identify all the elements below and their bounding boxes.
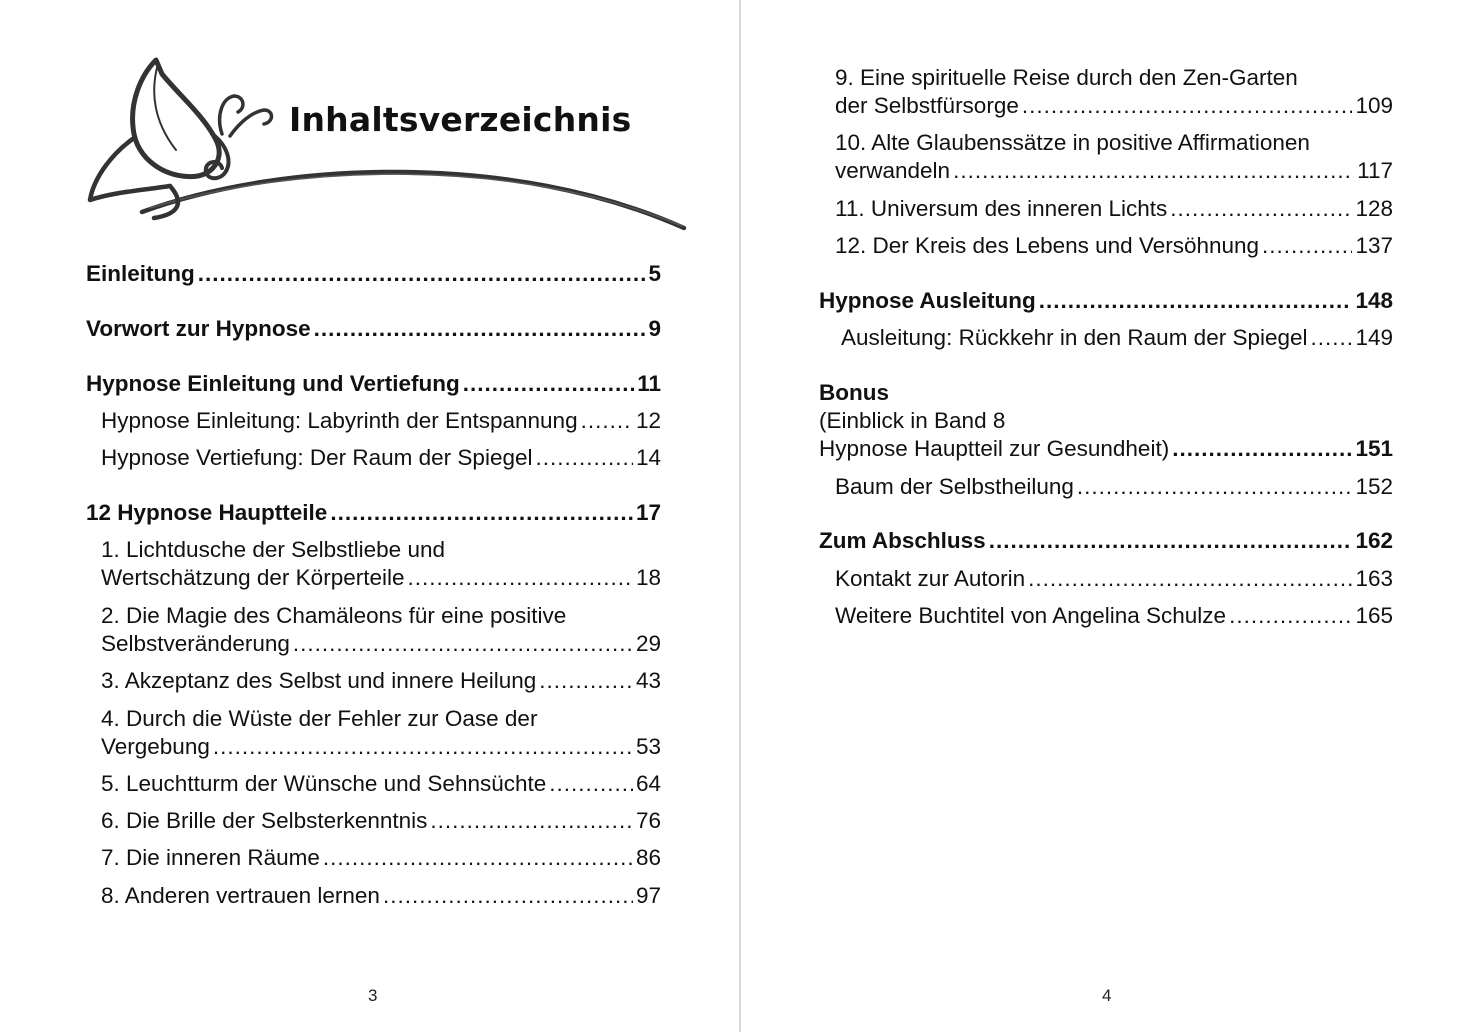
- toc-page-number: 163: [1355, 566, 1393, 591]
- toc-page-number: 17: [635, 500, 661, 525]
- toc-page-number: 128: [1355, 196, 1393, 221]
- toc-entry-title: Ausleitung: Rückkehr in den Raum der Spiegel: [841, 325, 1308, 350]
- toc-entry-abschluss[interactable]: [819, 527, 1393, 555]
- toc-page-number: 137: [1355, 233, 1393, 258]
- toc-entry-5[interactable]: [101, 770, 661, 798]
- toc-leader-dots: [1229, 602, 1352, 630]
- toc-page-number: 9: [648, 316, 661, 341]
- toc-entry-1[interactable]: [101, 564, 661, 592]
- toc-leader-dots: [1170, 195, 1352, 223]
- toc-leader-dots: [383, 882, 633, 910]
- toc-leader-dots: [1022, 92, 1353, 120]
- toc-page-number: 148: [1355, 288, 1393, 313]
- toc-entry-title: 7. Die inneren Räume: [101, 845, 320, 870]
- toc-entry-2-line1: 2. Die Magie des Chamäleons für eine positive: [101, 603, 567, 628]
- toc-leader-dots: [1311, 324, 1353, 352]
- toc-entry-rueckkehr[interactable]: [841, 324, 1393, 352]
- toc-entry-7[interactable]: [101, 844, 661, 872]
- toc-entry-einleitung[interactable]: [86, 260, 661, 288]
- toc-entry-8[interactable]: [101, 882, 661, 910]
- toc-entry-9[interactable]: [835, 92, 1393, 120]
- toc-entry-title: 12 Hypnose Hauptteile: [86, 500, 328, 525]
- toc-page-number: 152: [1355, 474, 1393, 499]
- page-number-right: 4: [1102, 986, 1112, 1005]
- toc-entry-title: der Selbstfürsorge: [835, 93, 1019, 118]
- toc-entry-selbstheilung[interactable]: [835, 473, 1393, 501]
- toc-leader-dots: [408, 564, 633, 592]
- toc-entry-1-line1: 1. Lichtdusche der Selbstliebe und: [101, 537, 445, 562]
- toc-entry-ausleitung[interactable]: [819, 287, 1393, 315]
- toc-entry-bonus[interactable]: [819, 435, 1393, 463]
- toc-entry-title: Zum Abschluss: [819, 528, 986, 553]
- toc-leader-dots: [1039, 287, 1353, 315]
- butterfly-logo-icon: [84, 52, 688, 236]
- toc-entry-title: 3. Akzeptanz des Selbst und innere Heilung: [101, 668, 537, 693]
- toc-page-number: 97: [635, 883, 661, 908]
- toc-page-number: 14: [635, 445, 661, 470]
- page-title: Inhaltsverzeichnis: [289, 100, 632, 139]
- toc-page-number: 86: [635, 845, 661, 870]
- toc-leader-dots: [430, 807, 633, 835]
- toc-leader-dots: [953, 157, 1354, 185]
- toc-entry-title: Baum der Selbstheilung: [835, 474, 1074, 499]
- toc-entry-title: verwandeln: [835, 158, 951, 183]
- toc-entry-title: Hypnose Ausleitung: [819, 288, 1036, 313]
- left-page: [0, 0, 740, 1032]
- toc-leader-dots: [293, 630, 633, 658]
- toc-entry-raum-der-spiegel[interactable]: [101, 444, 661, 472]
- toc-entry-labyrinth[interactable]: [101, 407, 661, 435]
- toc-leader-dots: [1172, 435, 1352, 463]
- toc-entry-hauptteile[interactable]: [86, 499, 661, 527]
- toc-entry-title: Hypnose Einleitung und Vertiefung: [86, 371, 460, 396]
- toc-leader-dots: [536, 444, 633, 472]
- toc-page-number: 149: [1355, 325, 1393, 350]
- toc-entry-title: 12. Der Kreis des Lebens und Versöhnung: [835, 233, 1260, 258]
- toc-leader-dots: [549, 770, 633, 798]
- toc-page-number: 5: [648, 261, 661, 286]
- toc-leader-dots: [314, 315, 646, 343]
- toc-entry-title: Einleitung: [86, 261, 195, 286]
- toc-entry-title: 6. Die Brille der Selbsterkenntnis: [101, 808, 428, 833]
- toc-entry-10-line1: 10. Alte Glaubenssätze in positive Affirmationen: [835, 130, 1310, 155]
- toc-page-number: 12: [635, 408, 661, 433]
- toc-leader-dots: [1028, 565, 1352, 593]
- page-number-left: 3: [368, 986, 378, 1005]
- toc-entry-buchtitel[interactable]: [835, 602, 1393, 630]
- toc-page-number: 165: [1355, 603, 1393, 628]
- toc-entry-title: Hypnose Vertiefung: Der Raum der Spiegel: [101, 445, 533, 470]
- toc-leader-dots: [463, 370, 634, 398]
- toc-leader-dots: [330, 499, 633, 527]
- toc-leader-dots: [989, 527, 1353, 555]
- toc-page-number: 29: [635, 631, 661, 656]
- toc-entry-title: Wertschätzung der Körperteile: [101, 565, 405, 590]
- toc-entry-hypnose-einleitung-vertiefung[interactable]: [86, 370, 661, 398]
- toc-entry-title: 11. Universum des inneren Lichts: [835, 196, 1168, 221]
- toc-entry-title: Vorwort zur Hypnose: [86, 316, 311, 341]
- toc-page-number: 117: [1357, 158, 1393, 183]
- toc-entry-12[interactable]: [835, 232, 1393, 260]
- toc-page-number: 151: [1355, 436, 1393, 461]
- toc-page-number: 64: [635, 771, 661, 796]
- toc-entry-title: 8. Anderen vertrauen lernen: [101, 883, 380, 908]
- toc-page-number: 162: [1355, 528, 1393, 553]
- toc-entry-4-line1: 4. Durch die Wüste der Fehler zur Oase der: [101, 706, 538, 731]
- toc-page-number: 76: [635, 808, 661, 833]
- toc-entry-3[interactable]: [101, 667, 661, 695]
- toc-entry-vorwort[interactable]: [86, 315, 661, 343]
- toc-leader-dots: [198, 260, 646, 288]
- toc-entry-title: Selbstveränderung: [101, 631, 290, 656]
- toc-page-number: 109: [1355, 93, 1393, 118]
- toc-entry-title: Hypnose Hauptteil zur Gesundheit): [819, 436, 1170, 461]
- toc-leader-dots: [1077, 473, 1353, 501]
- toc-leader-dots: [581, 407, 633, 435]
- toc-entry-2[interactable]: [101, 630, 661, 658]
- toc-page-number: 43: [635, 668, 661, 693]
- right-page: [741, 0, 1482, 1032]
- toc-entry-title: Weitere Buchtitel von Angelina Schulze: [835, 603, 1227, 628]
- toc-entry-title: 5. Leuchtturm der Wünsche und Sehnsüchte: [101, 771, 547, 796]
- toc-leader-dots: [213, 733, 633, 761]
- toc-page-number: 53: [635, 734, 661, 759]
- toc-entry-9-line1: 9. Eine spirituelle Reise durch den Zen-Garten: [835, 65, 1298, 90]
- toc-page-number: 18: [635, 565, 661, 590]
- toc-entry-6[interactable]: [101, 807, 661, 835]
- toc-entry-title: Vergebung: [101, 734, 210, 759]
- toc-entry-title: Kontakt zur Autorin: [835, 566, 1026, 591]
- toc-leader-dots: [1262, 232, 1352, 260]
- toc-leader-dots: [539, 667, 633, 695]
- toc-entry-bonus-heading: Bonus: [819, 380, 889, 405]
- toc-entry-4[interactable]: [101, 733, 661, 761]
- toc-entry-10[interactable]: [835, 157, 1393, 185]
- toc-entry-kontakt[interactable]: [835, 565, 1393, 593]
- toc-entry-title: Hypnose Einleitung: Labyrinth der Entspannung: [101, 408, 578, 433]
- toc-page-number: 11: [637, 371, 661, 396]
- toc-entry-bonus-line2: (Einblick in Band 8: [819, 408, 1006, 433]
- toc-leader-dots: [323, 844, 633, 872]
- toc-entry-11[interactable]: [835, 195, 1393, 223]
